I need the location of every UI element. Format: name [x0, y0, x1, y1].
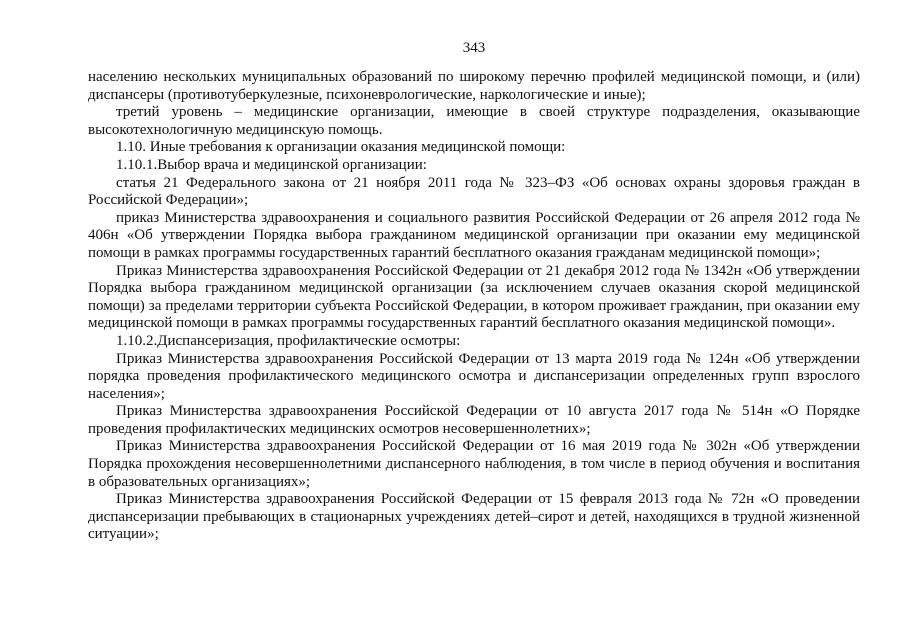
paragraph-order-514n: Приказ Министерства здравоохранения Российской Федерации от 10 августа 2017 года № 514н «О Порядке проведения профилактических медицинских осмотров несовершеннолетних»; [88, 403, 860, 437]
paragraph-continuation: населению нескольких муниципальных образований по широкому перечню профилей медицинской помощи, и (или) диспансеры (противотуберкулезные, психоневрологические, наркологические и иные); [88, 69, 860, 103]
paragraph-order-1342n: Приказ Министерства здравоохранения Российской Федерации от 21 декабря 2012 года № 1342н «Об утверждении Порядка выбора гражданином медицинской организации (за исключением случаев оказания скорой медицинской помощи) за пределами территории субъекта Российской Федерации, в котором проживает гражданин, при оказании ему медицинской помощи в рамках программы государственных гарантий бесплатного оказания медицинской помощи». [88, 262, 860, 332]
subsection-heading-1-10-2: 1.10.2.Диспансеризация, профилактические осмотры: [116, 332, 461, 349]
paragraph-order-406n: приказ Министерства здравоохранения и социального развития Российской Федерации от 26 апреля 2012 года № 406н «Об утверждении Порядка выбора гражданином медицинской организации при оказании ему медицинской помощи в рамках программы государственных гарантий бесплатного оказания гражданам медицинской помощи»; [88, 209, 860, 261]
subsection-heading-1-10-1: 1.10.1.Выбор врача и медицинской организации: [116, 156, 427, 173]
paragraph-order-124n: Приказ Министерства здравоохранения Российской Федерации от 13 марта 2019 года № 124н «Об утверждении порядка проведения профилактического медицинского осмотра и диспансеризации определенных групп взрослого населения»; [88, 350, 860, 402]
paragraph-order-72n: Приказ Министерства здравоохранения Российской Федерации от 15 февраля 2013 года № 72н «О проведении диспансеризации пребывающих в стационарных учреждениях детей–сирот и детей, находящихся в трудной жизненной ситуации»; [88, 491, 860, 543]
document-page [88, 40, 860, 544]
paragraph-third-level: третий уровень – медицинские организации, имеющие в своей структуре подразделения, оказывающие высокотехнологичную медицинскую помощь. [88, 104, 860, 138]
page-number: 343 [462, 40, 486, 56]
document-body [88, 69, 860, 544]
paragraph-order-302n: Приказ Министерства здравоохранения Российской Федерации от 16 мая 2019 года № 302н «Об утверждении Порядка прохождения несовершеннолетними диспансерного наблюдения, в том числе в период обучения и воспитания в образовательных организациях»; [88, 438, 860, 490]
paragraph-law-323fz: статья 21 Федерального закона от 21 ноября 2011 года № 323–ФЗ «Об основах охраны здоровья граждан в Российской Федерации»; [88, 174, 860, 209]
section-heading-1-10: 1.10. Иные требования к организации оказания медицинской помощи: [116, 139, 566, 156]
